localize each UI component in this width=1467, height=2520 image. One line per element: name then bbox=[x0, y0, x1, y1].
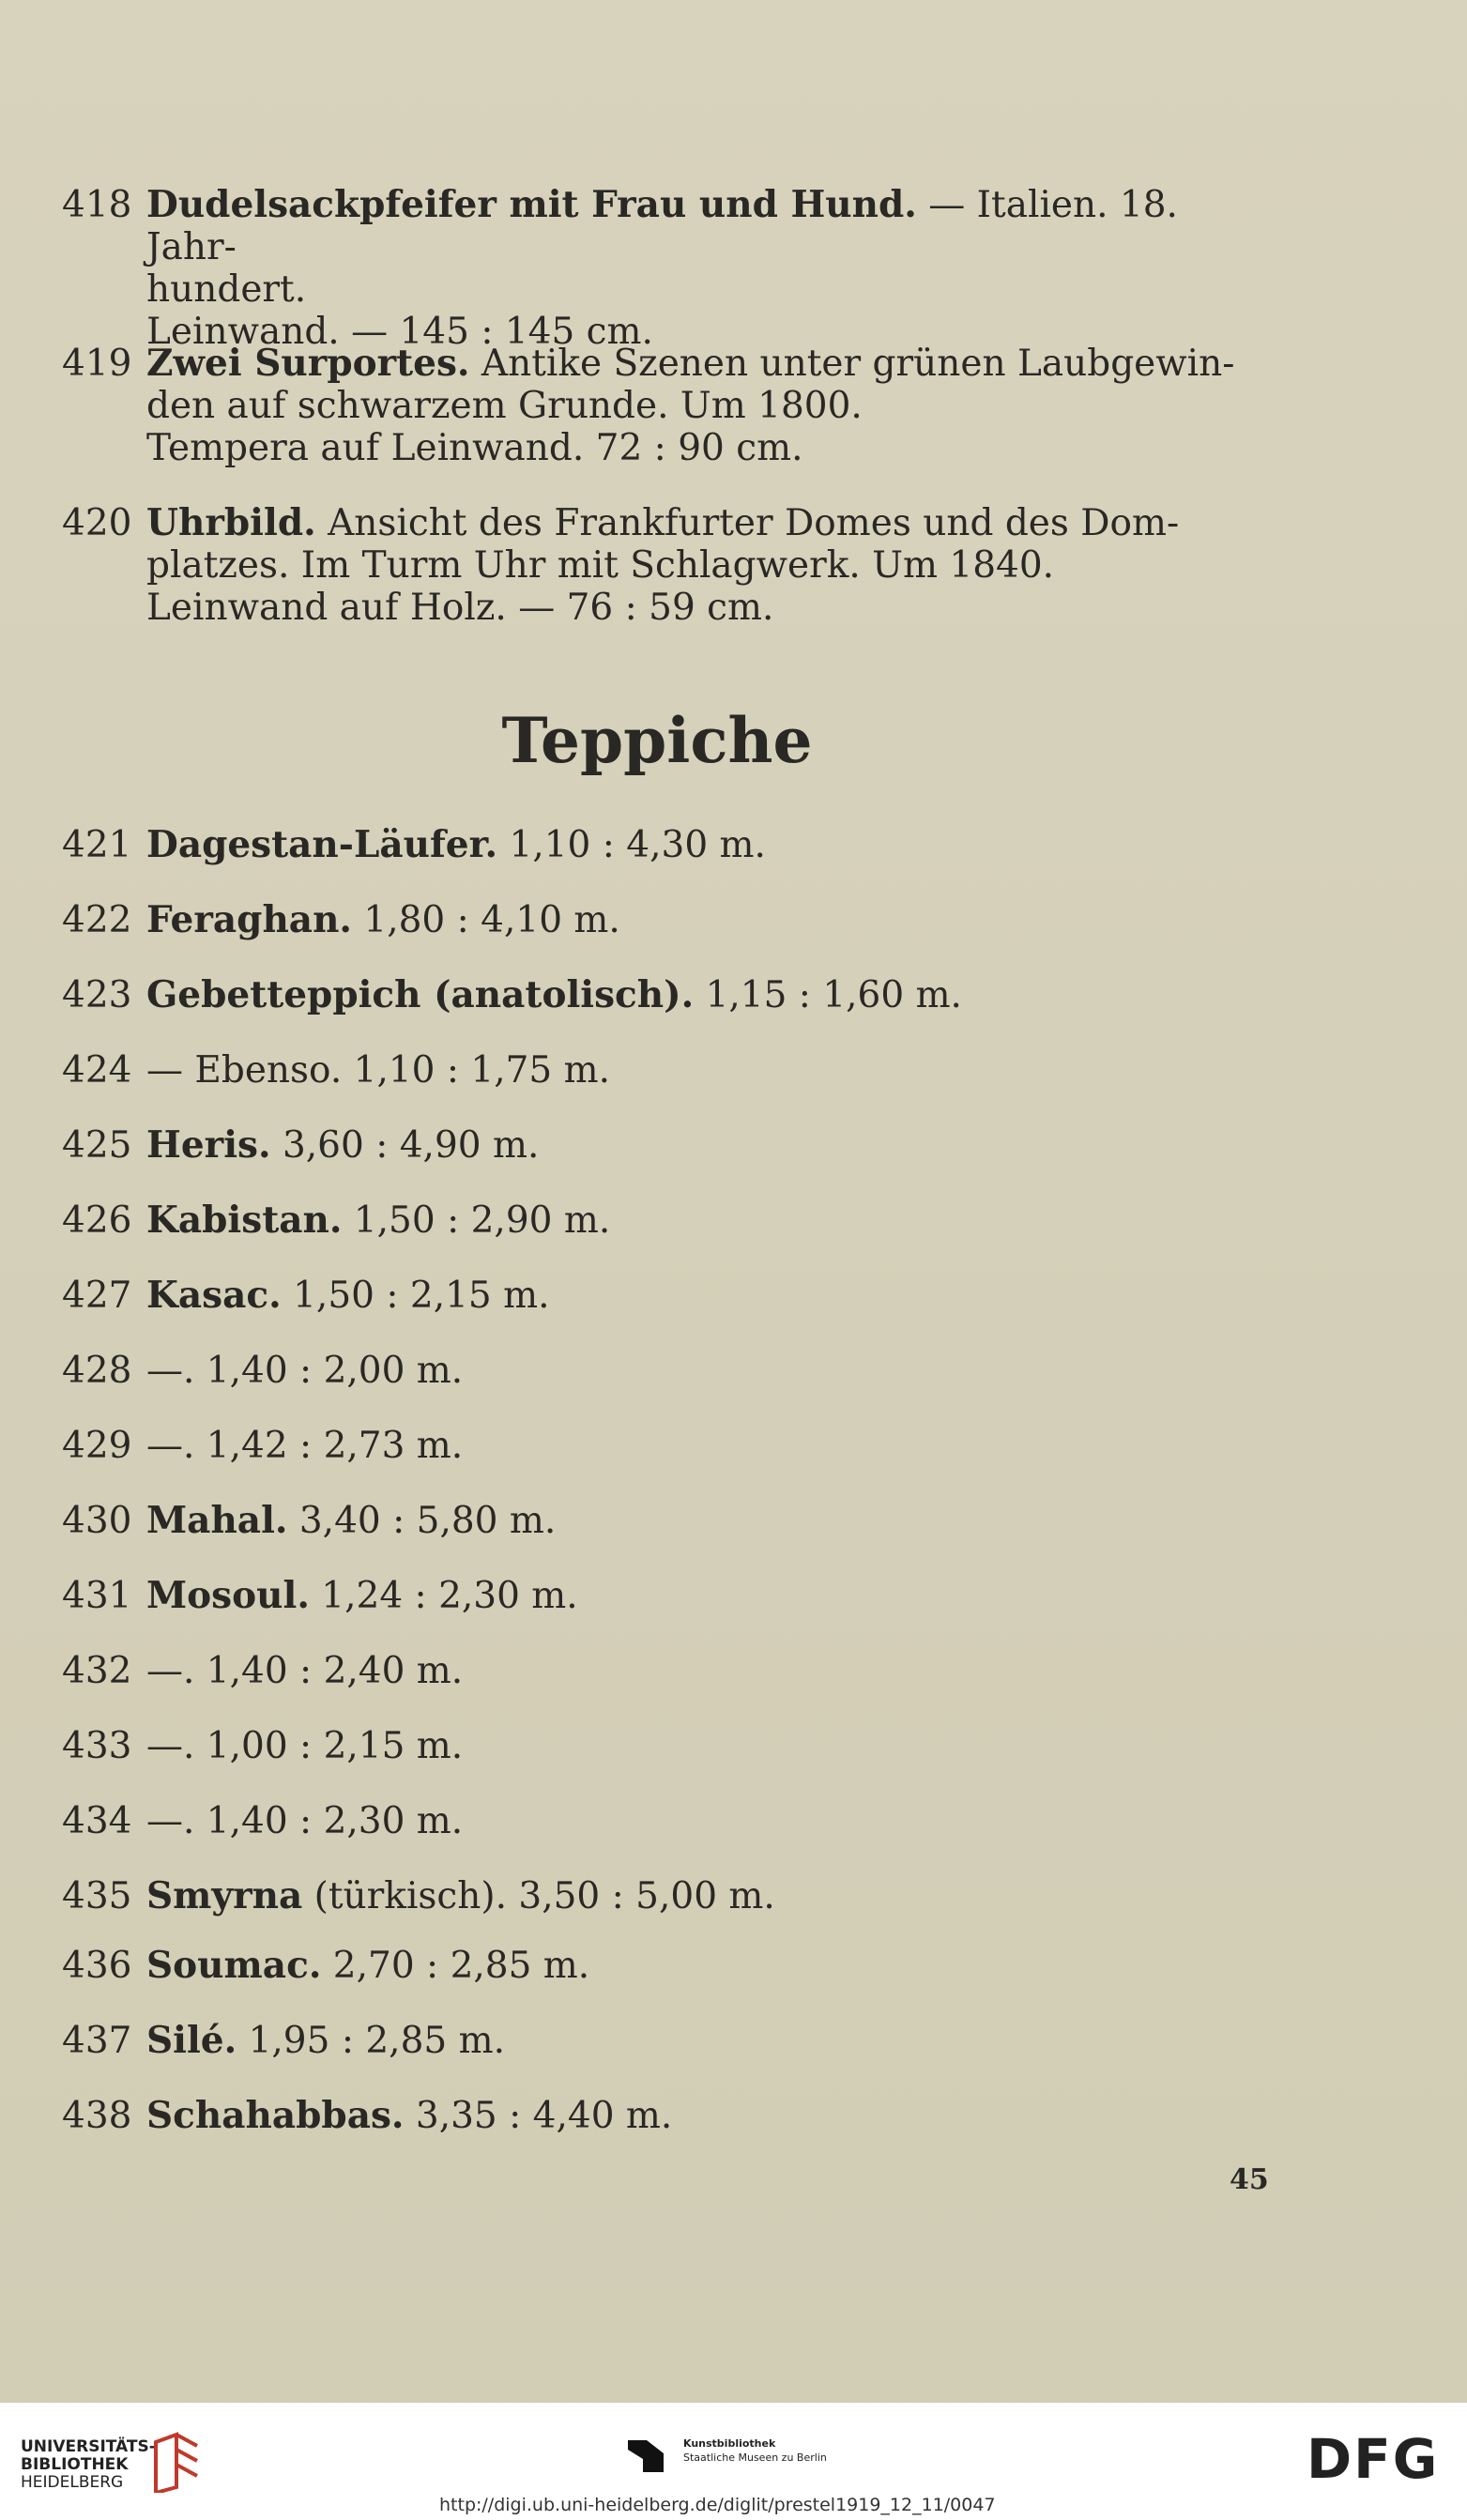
entry-number: 418 bbox=[62, 184, 132, 226]
section-heading: Teppiche bbox=[501, 704, 813, 777]
list-item: 426 Kabistan. 1,50 : 2,90 m. bbox=[62, 1199, 611, 1242]
list-item: 431 Mosoul. 1,24 : 2,30 m. bbox=[62, 1574, 578, 1617]
ub-logo-icon[interactable] bbox=[150, 2431, 203, 2493]
entry-text-line2: hundert. bbox=[146, 268, 307, 311]
footer-bar bbox=[0, 2403, 1467, 2520]
ub-heidelberg-label[interactable]: UNIVERSITÄTS- BIBLIOTHEK HEIDELBERG bbox=[21, 2437, 156, 2492]
dfg-logo[interactable]: DFG bbox=[1307, 2427, 1440, 2491]
catalog-entry-419 bbox=[62, 343, 1273, 469]
list-item: 422 Feraghan. 1,80 : 4,10 m. bbox=[62, 898, 620, 941]
list-item: 423 Gebetteppich (anatolisch). 1,15 : 1,60 m. bbox=[62, 973, 962, 1016]
kunstbibliothek-logo-icon[interactable] bbox=[624, 2431, 667, 2474]
entry-number: 420 bbox=[62, 502, 132, 544]
list-item: 433 —. 1,00 : 2,15 m. bbox=[62, 1725, 464, 1767]
entry-title: Dudelsackpfeifer mit Frau und Hund. bbox=[146, 183, 917, 226]
entry-number: 419 bbox=[62, 343, 132, 385]
entry-text: — Italien. 18. Jahr- bbox=[146, 184, 1178, 268]
entry-title: Uhrbild. bbox=[146, 501, 316, 544]
list-item: 437 Silé. 1,95 : 2,85 m. bbox=[62, 2019, 505, 2062]
source-url-link[interactable]: http://digi.ub.uni-heidelberg.de/diglit/prestel1919_12_11/0047 bbox=[439, 2495, 996, 2515]
entry-text-line2: den auf schwarzem Grunde. Um 1800. bbox=[146, 385, 863, 427]
list-item: 427 Kasac. 1,50 : 2,15 m. bbox=[62, 1274, 550, 1317]
list-item: 424 — Ebenso. 1,10 : 1,75 m. bbox=[62, 1049, 611, 1092]
list-item: 421 Dagestan-Läufer. 1,10 : 4,30 m. bbox=[62, 823, 766, 866]
entry-text-line2: platzes. Im Turm Uhr mit Schlagwerk. Um 1840. bbox=[146, 544, 1055, 587]
list-item: 425 Heris. 3,60 : 4,90 m. bbox=[62, 1123, 540, 1167]
entry-title: Zwei Surportes. bbox=[146, 342, 470, 385]
entry-text-line3: Leinwand auf Holz. — 76 : 59 cm. bbox=[146, 587, 774, 629]
entry-text: Antike Szenen unter grünen Laubgewin- bbox=[469, 343, 1235, 385]
kunstbibliothek-label: Kunstbibliothek Staatliche Museen zu Berlin bbox=[683, 2437, 827, 2464]
list-item: 438 Schahabbas. 3,35 : 4,40 m. bbox=[62, 2094, 673, 2137]
entry-text: Ansicht des Frankfurter Domes und des Dom- bbox=[315, 502, 1180, 544]
list-item: 428 —. 1,40 : 2,00 m. bbox=[62, 1350, 464, 1392]
list-item: 430 Mahal. 3,40 : 5,80 m. bbox=[62, 1499, 557, 1542]
entry-text-line3: Tempera auf Leinwand. 72 : 90 cm. bbox=[146, 427, 803, 469]
entry-text-line3: Leinwand. — 145 : 145 cm. bbox=[146, 311, 653, 353]
page-number: 45 bbox=[1230, 2163, 1269, 2196]
list-item: 432 —. 1,40 : 2,40 m. bbox=[62, 1650, 464, 1692]
catalog-entry-420 bbox=[62, 502, 1273, 629]
list-item: 436 Soumac. 2,70 : 2,85 m. bbox=[62, 1944, 590, 1987]
list-item: 435 Smyrna (türkisch). 3,50 : 5,00 m. bbox=[62, 1874, 775, 1917]
list-item: 429 —. 1,42 : 2,73 m. bbox=[62, 1425, 464, 1467]
catalog-entry-418 bbox=[62, 184, 1273, 353]
list-item: 434 —. 1,40 : 2,30 m. bbox=[62, 1800, 464, 1842]
